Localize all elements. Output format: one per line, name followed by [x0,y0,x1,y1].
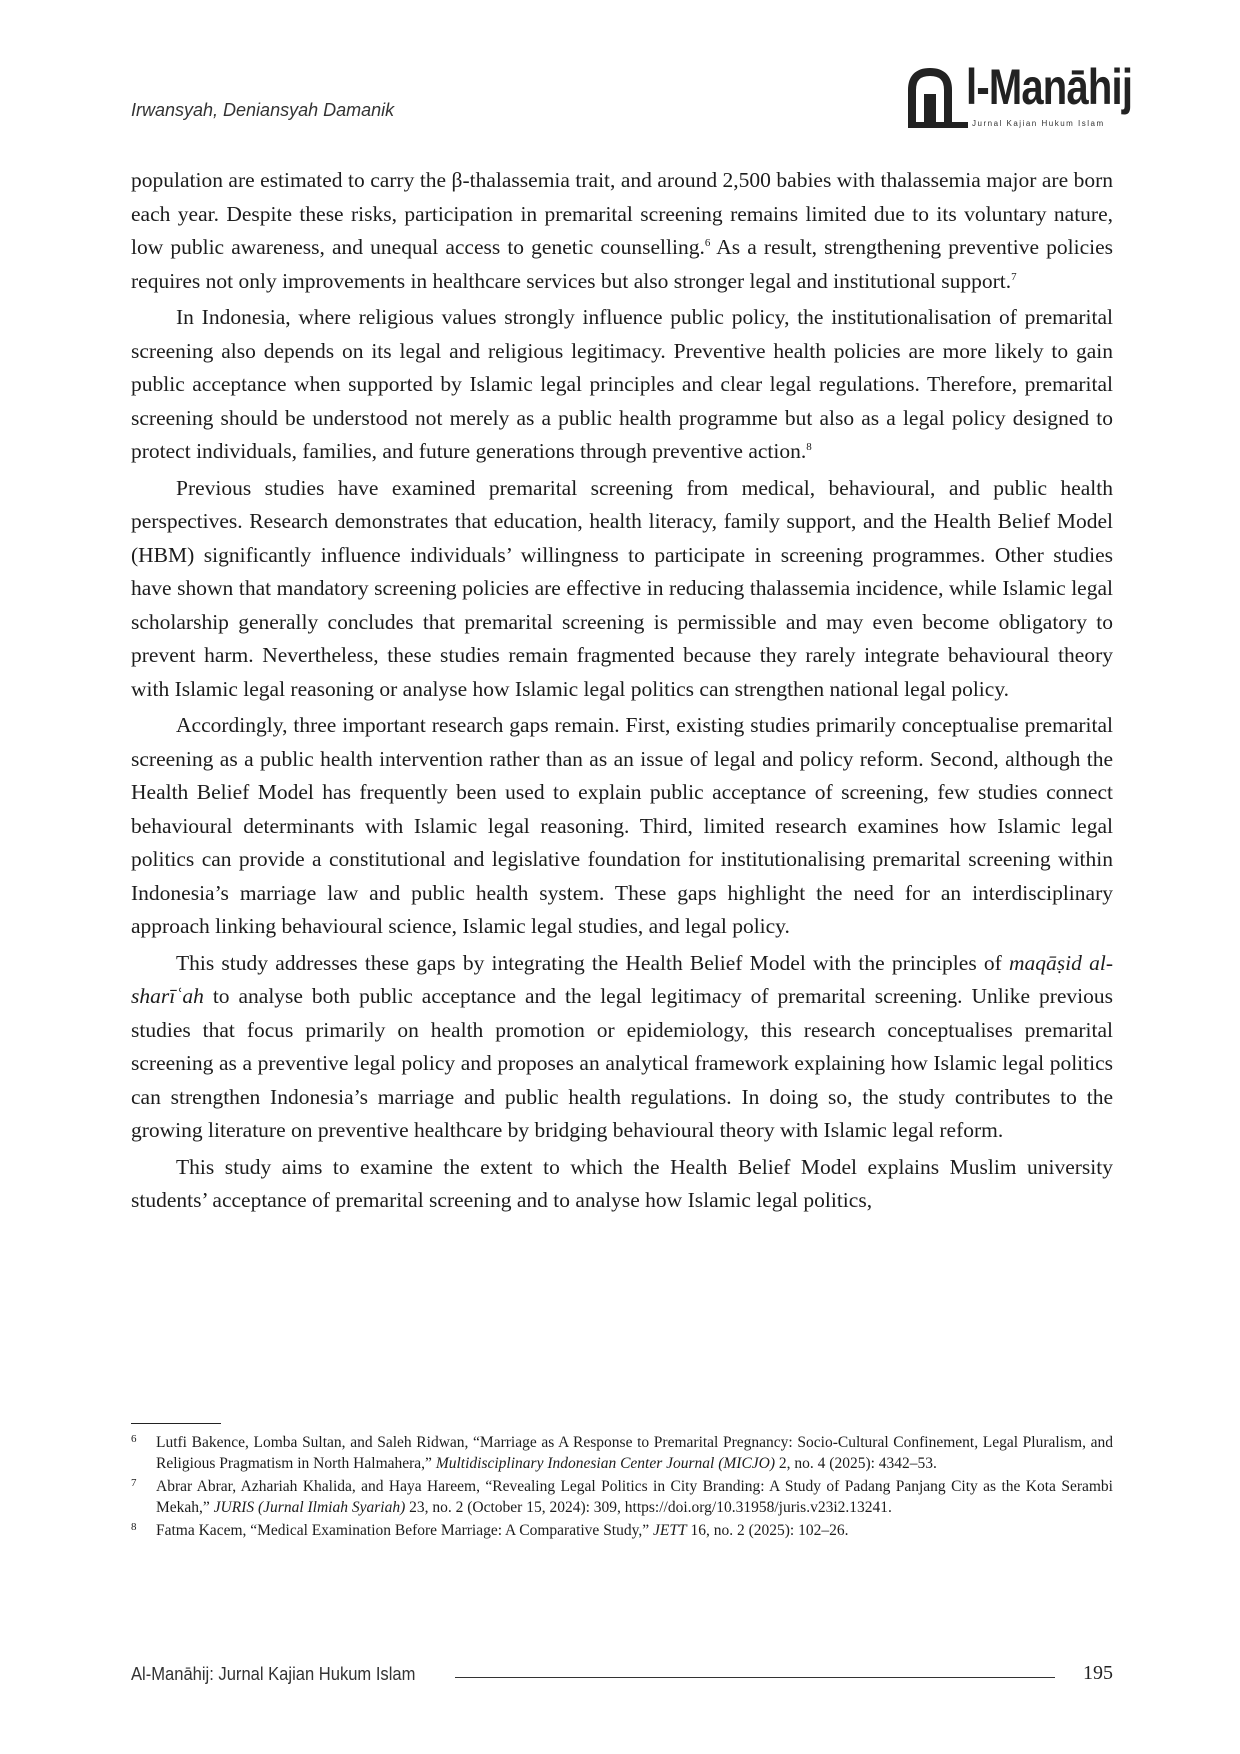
footnote-ref-7[interactable]: 7 [1011,270,1017,283]
journal-logo-tagline: Jurnal Kajian Hukum Islam [972,119,1105,128]
footnote-ref-6[interactable]: 6 [704,236,711,249]
paragraph-3: Previous studies have examined premarital screening from medical, behavioural, and public health perspectives. Research demonstrates that education, health literacy, family support, and the Health Belief Model (HBM) significantly influence individuals’ willingness to participate in screening programmes. Other studies have shown that mandatory screening policies are effective in reducing thalassemia incidence, while Islamic legal scholarship generally concludes that premarital screening is permissible and may even become obligatory to prevent harm. Nevertheless, these studies remain fragmented because they rarely integrate behavioural theory with Islamic legal reasoning or analyse how Islamic legal politics can strengthen national legal policy. [131,475,1113,701]
paragraph-6: This study aims to examine the extent to which the Health Belief Model explains Muslim university students’ acceptance of premarital screening and to analyse how Islamic legal politics, [131,1154,1113,1212]
journal-logo [908,59,1133,132]
article-body [131,164,1113,1221]
footnote-7: 7 Abrar Abrar, Azhariah Khalida, and Haya Hareem, “Revealing Legal Politics in City Branding: A Study of Padang Panjang City as the Kota Serambi Mekah,” JURIS (Jurnal Ilmiah Syariah) 23, no. 2 (October 15, 2024): 309, https://doi.org/10.31958/juris.v23i2.13241. [131,1476,1113,1518]
running-footer-journal: Al-Manāhij: Jurnal Kajian Hukum Islam [131,1664,416,1684]
paragraph-5: This study addresses these gaps by integrating the Health Belief Model with the principles of maqāṣid al-sharīʿah to analyse both public acceptance and the legal legitimacy of premarital screening. Unlike previous studies that focus primarily on health promotion or epidemiology, this research conceptualises premarital screening as a preventive legal policy and proposes an analytical framework explaining how Islamic legal politics can strengthen Indonesia’s marriage and public health regulations. In doing so, the study contributes to the growing literature on preventive healthcare by bridging behavioural theory with Islamic legal reform. [131,950,1113,1142]
footnote-number: 6 [131,1433,137,1445]
italic-term: maqāṣid al-sharīʿah [131,950,1113,1008]
footnotes [131,1432,1113,1543]
footnote-doi-link[interactable]: 23, no. 2 (October 15, 2024): 309, https://doi.org/10.31958/juris.v23i2.13241. [405,1499,892,1516]
running-header-authors: Irwansyah, Deniansyah Damanik [131,100,395,120]
footnote-number: 7 [131,1477,137,1489]
footnote-number: 8 [131,1521,137,1533]
paragraph-1: population are estimated to carry the β-thalassemia trait, and around 2,500 babies with thalassemia major are born each year. Despite these risks, participation in premarital screening remains limited due to its voluntary nature, low public awareness, and unequal access to genetic counselling.$^6$ As a result, strengthening preventive policies requires not only improvements in healthcare services but also stronger legal and institutional support.$^7$ [131,168,1113,293]
footer-rule [455,1677,1055,1678]
journal-logo-mark-icon [908,64,970,128]
footnote-ref-8[interactable]: 8 [806,440,812,453]
footnote-6: 6 Lutfi Bakence, Lomba Sultan, and Saleh Ridwan, “Marriage as A Response to Premarital Pregnancy: Socio-Cultural Confinement, Legal Pluralism, and Religious Pragmatism in North Halmahera,” Multidisciplinary Indonesian Center Journal (MICJO) 2, no. 4 (2025): 4342–53. [131,1432,1113,1474]
journal-logo-wordmark: l-Manāhij [966,59,1133,115]
paragraph-2: In Indonesia, where religious values strongly influence public policy, the institutionalisation of premarital screening also depends on its legal and religious legitimacy. Preventive health policies are more likely to gain public acceptance when supported by Islamic legal principles and clear legal regulations. Therefore, premarital screening should be understood not merely as a public health programme but also as a legal policy designed to protect individuals, families, and future generations through preventive action.$^8$ [131,305,1113,463]
footnote-8: 8 Fatma Kacem, “Medical Examination Before Marriage: A Comparative Study,” JETT 16, no. 2 (2025): 102–26. [131,1520,1113,1541]
paragraph-4: Accordingly, three important research gaps remain. First, existing studies primarily conceptualise premarital screening as a public health intervention rather than as an issue of legal and policy reform. Second, although the Health Belief Model has frequently been used to explain public acceptance of screening, few studies connect behavioural determinants with Islamic legal reasoning. Third, limited research examines how Islamic legal politics can provide a constitutional and legislative foundation for institutionalising premarital screening within Indonesia’s marriage law and public health system. These gaps highlight the need for an interdisciplinary approach linking behavioural science, Islamic legal studies, and legal policy. [131,713,1113,938]
page-number: 195 [1083,1662,1113,1684]
footnote-separator [131,1423,221,1424]
